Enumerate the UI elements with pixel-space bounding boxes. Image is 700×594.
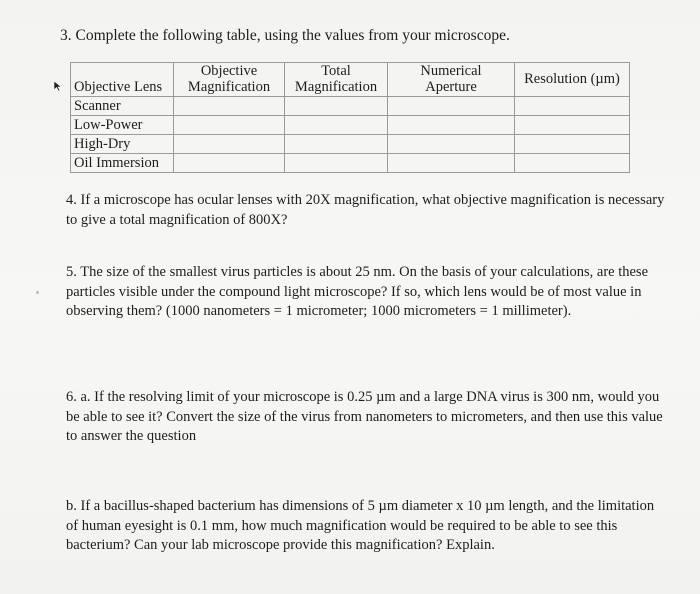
row-label-oil-immersion: Oil Immersion bbox=[71, 154, 174, 173]
question-5: 5. The size of the smallest virus particles is about 25 nm. On the basis of your calculations, are these particles visible under the compound light microscope? If so, which lens would be of most value in observing them? (1000 nanometers = 1 micrometer; 1000 micrometers = 1 millimeter). bbox=[66, 264, 649, 319]
table-cell[interactable] bbox=[174, 97, 285, 116]
table-cell[interactable] bbox=[285, 154, 388, 173]
table-cell[interactable] bbox=[515, 135, 630, 154]
margin-mark bbox=[36, 291, 39, 294]
header-resolution: Resolution (µm) bbox=[515, 63, 630, 97]
table-row bbox=[71, 116, 630, 135]
table-row bbox=[71, 135, 630, 154]
microscope-values-table bbox=[70, 62, 630, 173]
header-numerical-aperture: Numerical Aperture bbox=[388, 63, 515, 97]
table-row bbox=[71, 97, 630, 116]
table-cell[interactable] bbox=[388, 116, 515, 135]
table-cell[interactable] bbox=[174, 135, 285, 154]
header-total-magnification: Total Magnification bbox=[285, 63, 388, 97]
table-cell[interactable] bbox=[285, 97, 388, 116]
header-objective-magnification: Objective Magnification bbox=[174, 63, 285, 97]
question-6a: 6. a. If the resolving limit of your microscope is 0.25 µm and a large DNA virus is 300 nm, would you be able to see it? Convert the size of the virus from nanometers to micrometers, and then use this value to answer the question bbox=[66, 389, 663, 444]
table-cell[interactable] bbox=[174, 154, 285, 173]
row-label-low-power: Low-Power bbox=[71, 116, 174, 135]
row-label-scanner: Scanner bbox=[71, 97, 174, 116]
question-3: 3. Complete the following table, using the values from your microscope. bbox=[60, 27, 510, 44]
header-objective-lens: Objective Lens bbox=[71, 63, 174, 97]
row-label-high-dry: High-Dry bbox=[71, 135, 174, 154]
table-cell[interactable] bbox=[515, 97, 630, 116]
table-cell[interactable] bbox=[174, 116, 285, 135]
table-header-row bbox=[71, 63, 630, 97]
table-cell[interactable] bbox=[285, 135, 388, 154]
table-cell[interactable] bbox=[515, 154, 630, 173]
table-cell[interactable] bbox=[388, 135, 515, 154]
table-cell[interactable] bbox=[515, 116, 630, 135]
table-row bbox=[71, 154, 630, 173]
table-cell[interactable] bbox=[388, 97, 515, 116]
mouse-cursor-icon bbox=[53, 80, 63, 92]
table-cell[interactable] bbox=[285, 116, 388, 135]
question-6b: b. If a bacillus-shaped bacterium has dimensions of 5 µm diameter x 10 µm length, and the limitation of human eyesight is 0.1 mm, how much magnification would be required to be able to see this bacterium? Can your lab microscope provide this magnification? Explain. bbox=[66, 498, 655, 553]
question-4: 4. If a microscope has ocular lenses with 20X magnification, what objective magnification is necessary to give a total magnification of 800X? bbox=[66, 192, 665, 228]
table-cell[interactable] bbox=[388, 154, 515, 173]
